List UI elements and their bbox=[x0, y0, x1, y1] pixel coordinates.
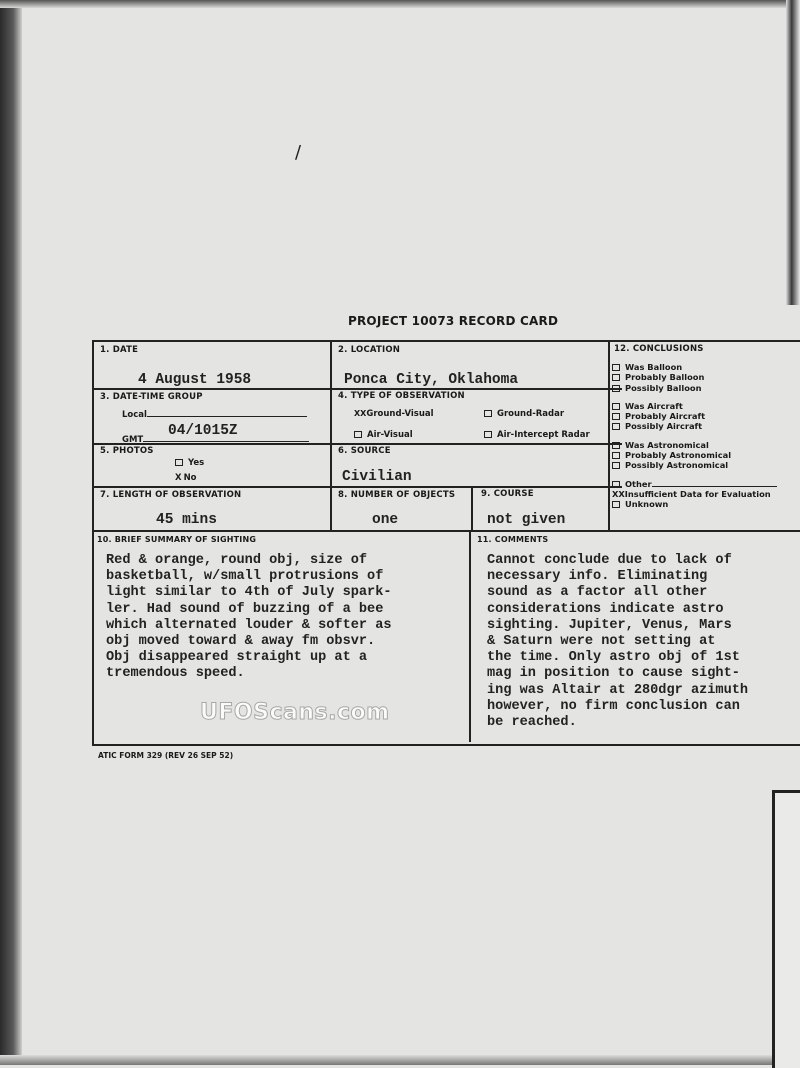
comments-line: sound as a factor all other bbox=[487, 585, 708, 601]
checkbox-icon bbox=[354, 431, 362, 438]
divider bbox=[92, 388, 609, 390]
date-value: 4 August 1958 bbox=[138, 372, 252, 388]
conclusion-label: Probably Balloon bbox=[625, 372, 705, 383]
number-of-objects-value: one bbox=[372, 512, 399, 528]
conclusion-unknown bbox=[612, 499, 777, 509]
scan-top-edge bbox=[0, 0, 800, 8]
checkbox-icon bbox=[612, 423, 620, 430]
scan-binder-edge bbox=[786, 0, 800, 305]
scan-speck: / bbox=[295, 142, 302, 163]
gmt-label: GMT bbox=[122, 435, 144, 445]
divider bbox=[469, 530, 471, 742]
summary-line: ler. Had sound of buzzing of a bee bbox=[106, 601, 384, 617]
summary-line: Red & orange, round obj, size of bbox=[106, 553, 368, 568]
comments-line: necessary info. Eliminating bbox=[487, 569, 708, 585]
comments-line: considerations indicate astro bbox=[487, 601, 724, 617]
local-time-field bbox=[122, 410, 307, 420]
checkbox-icon bbox=[612, 413, 620, 420]
gmt-value: 04/1015Z bbox=[168, 423, 238, 439]
checkbox-icon bbox=[612, 385, 620, 392]
conclusion-was-balloon bbox=[612, 362, 777, 372]
scan-binder-edge bbox=[772, 790, 800, 1068]
conclusion-was-aircraft bbox=[612, 401, 777, 411]
summary-line: light similar to 4th of July spark- bbox=[106, 585, 392, 601]
form-number: ATIC FORM 329 (REV 26 SEP 52) bbox=[98, 751, 234, 760]
checked-mark-icon: XX bbox=[612, 488, 625, 499]
option-label: Ground-Radar bbox=[497, 409, 565, 419]
date-time-group-label: 3. DATE-TIME GROUP bbox=[100, 392, 203, 402]
option-air-visual bbox=[354, 430, 413, 440]
conclusion-probably-balloon bbox=[612, 372, 777, 382]
conclusion-other bbox=[612, 479, 777, 489]
checkbox-icon bbox=[612, 403, 620, 410]
checkbox-icon bbox=[612, 442, 620, 449]
option-label: Air-Intercept Radar bbox=[497, 430, 590, 440]
conclusion-possibly-astronomical bbox=[612, 460, 777, 470]
comments-line: the time. Only astro obj of 1st bbox=[487, 650, 740, 666]
course-value: not given bbox=[487, 512, 566, 528]
checkbox-icon bbox=[484, 410, 492, 417]
option-ground-radar bbox=[484, 409, 564, 419]
conclusions-label: 12. CONCLUSIONS bbox=[614, 344, 704, 354]
option-air-intercept-radar bbox=[484, 430, 590, 440]
conclusion-possibly-aircraft bbox=[612, 421, 777, 431]
comments-line: ing was Altair at 280dgr azimuth bbox=[487, 682, 749, 698]
option-photos-no bbox=[175, 473, 197, 483]
checkbox-icon bbox=[612, 481, 620, 488]
option-label: Yes bbox=[188, 458, 205, 468]
comments-line: & Saturn were not setting at bbox=[487, 634, 716, 650]
comments-line: mag in position to cause sight- bbox=[487, 666, 740, 682]
divider bbox=[608, 340, 610, 530]
checkbox-icon bbox=[612, 462, 620, 469]
checkbox-icon bbox=[484, 431, 492, 438]
comments-line: be reached. bbox=[487, 715, 577, 731]
comments-text bbox=[487, 553, 748, 731]
conclusion-was-astronomical bbox=[612, 440, 777, 450]
source-value: Civilian bbox=[342, 469, 412, 485]
scan-left-edge bbox=[0, 0, 22, 1065]
course-label: 9. COURSE bbox=[481, 489, 534, 499]
other-underline bbox=[652, 486, 777, 487]
conclusion-label: Possibly Balloon bbox=[625, 382, 702, 393]
conclusion-label: Was Astronomical bbox=[625, 439, 709, 450]
photos-label: 5. PHOTOS bbox=[100, 446, 154, 456]
summary-line: obj moved toward & away fm obsvr. bbox=[106, 634, 376, 650]
checkbox-icon bbox=[612, 374, 620, 381]
conclusion-label: Was Balloon bbox=[625, 362, 683, 372]
number-of-objects-label: 8. NUMBER OF OBJECTS bbox=[338, 490, 456, 500]
conclusion-probably-aircraft bbox=[612, 411, 777, 421]
conclusion-label: Was Aircraft bbox=[625, 400, 683, 411]
option-photos-yes bbox=[175, 458, 204, 468]
conclusions-list bbox=[612, 362, 777, 510]
comments-line: however, no firm conclusion can bbox=[487, 698, 740, 714]
option-ground-visual bbox=[354, 409, 434, 419]
checkbox-icon bbox=[175, 459, 183, 466]
summary-line: basketball, w/small protrusions of bbox=[106, 569, 384, 585]
checked-mark-icon: XX bbox=[354, 409, 367, 418]
source-label: 6. SOURCE bbox=[338, 446, 391, 456]
checked-mark-icon: X bbox=[175, 473, 182, 483]
location-label: 2. LOCATION bbox=[338, 345, 401, 355]
type-of-observation-label: 4. TYPE OF OBSERVATION bbox=[338, 391, 465, 401]
conclusion-label: Probably Aircraft bbox=[625, 411, 706, 422]
option-label: Air-Visual bbox=[367, 430, 413, 440]
comments-line: Cannot conclude due to lack of bbox=[487, 553, 732, 568]
summary-text bbox=[106, 553, 392, 683]
conclusion-label: Possibly Aircraft bbox=[625, 421, 703, 432]
card-title: PROJECT 10073 RECORD CARD bbox=[348, 314, 559, 328]
divider bbox=[92, 530, 800, 532]
conclusion-possibly-balloon bbox=[612, 383, 777, 393]
comments-label: 11. COMMENTS bbox=[477, 535, 549, 544]
divider bbox=[92, 486, 609, 488]
conclusion-label: Unknown bbox=[625, 499, 669, 510]
watermark: UFOScans.com bbox=[200, 700, 390, 725]
comments-line: sighting. Jupiter, Venus, Mars bbox=[487, 617, 732, 633]
option-label: No bbox=[183, 473, 197, 483]
checkbox-icon bbox=[612, 364, 620, 371]
local-value bbox=[147, 416, 307, 417]
conclusion-label: Probably Astronomical bbox=[625, 450, 732, 461]
divider bbox=[330, 340, 332, 530]
length-value: 45 mins bbox=[156, 512, 217, 528]
conclusion-label: Other bbox=[625, 478, 652, 489]
summary-label: 10. BRIEF SUMMARY OF SIGHTING bbox=[97, 535, 257, 544]
conclusion-probably-astronomical bbox=[612, 450, 777, 460]
checkbox-icon bbox=[612, 452, 620, 459]
conclusion-label: Insufficient Data for Evaluation bbox=[624, 488, 771, 499]
summary-line: which alternated louder & softer as bbox=[106, 617, 392, 633]
location-value: Ponca City, Oklahoma bbox=[344, 372, 519, 388]
option-label: Ground-Visual bbox=[366, 409, 434, 419]
length-label: 7. LENGTH OF OBSERVATION bbox=[100, 490, 242, 500]
checkbox-icon bbox=[612, 501, 620, 508]
conclusion-insufficient-data bbox=[612, 489, 777, 499]
summary-line: Obj disappeared straight up at a bbox=[106, 650, 368, 666]
conclusion-label: Possibly Astronomical bbox=[625, 460, 729, 471]
summary-line: tremendous speed. bbox=[106, 666, 245, 682]
divider bbox=[471, 486, 473, 530]
local-label: Local bbox=[122, 410, 147, 420]
date-label: 1. DATE bbox=[100, 345, 139, 355]
scan-bottom-edge bbox=[0, 1055, 800, 1065]
